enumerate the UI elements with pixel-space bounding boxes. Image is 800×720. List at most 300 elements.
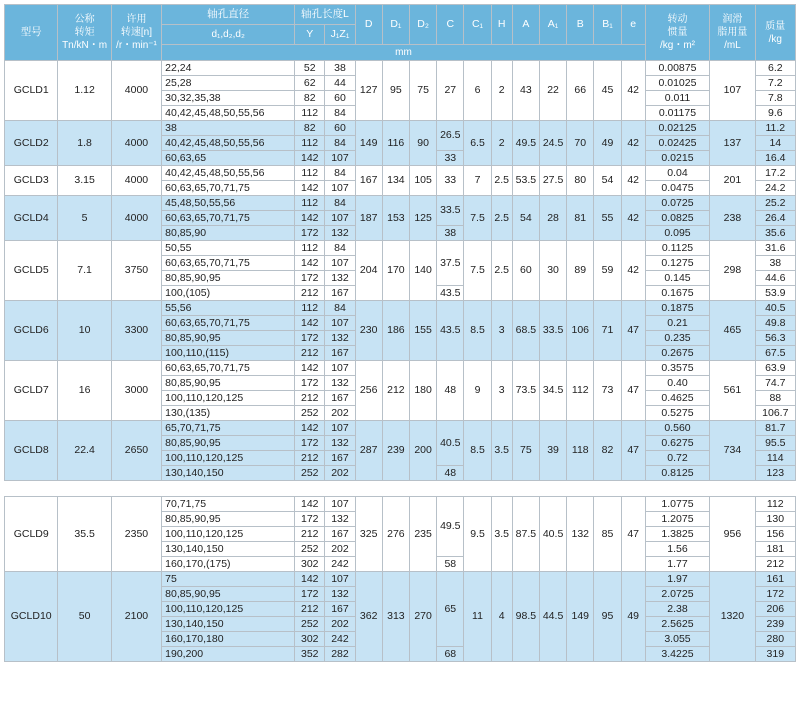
col-B: B [567,5,594,45]
table-row [5,421,796,436]
cell-J1Z1: 242 [325,557,355,572]
cell-inertia: 0.02425 [645,136,709,151]
cell-C1: 9.5 [464,497,491,572]
cell-mass: 16.4 [755,151,795,166]
cell-D1: 186 [382,301,409,361]
cell-speed: 3000 [111,361,161,421]
cell-inertia: 1.3825 [645,527,709,542]
col-C: C [437,5,464,45]
cell-bore-dia: 50,55 [162,241,295,256]
cell-H: 2.5 [491,166,512,196]
cell-C: 33.5 [437,196,464,226]
cell-mass: 6.2 [755,61,795,76]
cell-mass: 130 [755,512,795,527]
cell-mass: 63.9 [755,361,795,376]
cell-inertia: 0.01175 [645,106,709,121]
cell-D1: 313 [382,572,409,662]
col-mass-l2: /kg [768,33,782,45]
cell-bore-dia: 60,63,65,70,71,75 [162,256,295,271]
col-A1: A₁ [539,5,566,45]
cell-C: 48 [437,361,464,421]
cell-J1Z1: 107 [325,211,355,226]
cell-torque: 50 [58,572,111,662]
col-D2: D₂ [410,5,437,45]
cell-inertia: 0.72 [645,451,709,466]
cell-grease: 298 [710,241,755,301]
cell-A1: 39 [539,421,566,481]
cell-D2: 155 [410,301,437,361]
cell-J1Z1: 84 [325,106,355,121]
cell-bore-dia: 80,85,90,95 [162,436,295,451]
cell-mass: 35.6 [755,226,795,241]
cell-J1Z1: 84 [325,196,355,211]
cell-mass: 239 [755,617,795,632]
cell-inertia: 0.01025 [645,76,709,91]
cell-H: 2.5 [491,196,512,241]
col-torque [58,5,111,61]
cell-inertia: 0.40 [645,376,709,391]
cell-J1Z1: 132 [325,226,355,241]
cell-speed: 2350 [111,497,161,572]
cell-grease: 137 [710,121,755,166]
cell-bore-dia: 130,140,150 [162,542,295,557]
cell-mass: 74.7 [755,376,795,391]
cell-C1: 6 [464,61,491,121]
cell-inertia: 0.1275 [645,256,709,271]
cell-C1: 8.5 [464,421,491,481]
cell-J1Z1: 167 [325,602,355,617]
cell-inertia: 0.1875 [645,301,709,316]
cell-D2: 90 [410,121,437,166]
cell-Y: 142 [295,316,325,331]
cell-mass: 56.3 [755,331,795,346]
cell-bore-dia: 25,28 [162,76,295,91]
cell-D1: 134 [382,166,409,196]
cell-Y: 212 [295,391,325,406]
table-row [5,301,796,316]
col-hole-length: 轴孔长度L [295,5,355,25]
cell-A: 43 [512,61,539,121]
cell-B: 66 [567,61,594,121]
cell-mass: 7.8 [755,91,795,106]
cell-grease: 465 [710,301,755,361]
col-Y: Y [295,25,325,45]
cell-Y: 82 [295,121,325,136]
cell-model: GCLD6 [5,301,58,361]
cell-e: 42 [621,61,645,121]
cell-inertia: 3.055 [645,632,709,647]
col-speed-l1: 许用 [126,14,147,25]
cell-B: 118 [567,421,594,481]
cell-bore-dia: 45,48,50,55,56 [162,196,295,211]
cell-C: 26.5 [437,121,464,151]
cell-bore-dia: 40,42,45,48,50,55,56 [162,136,295,151]
cell-model: GCLD5 [5,241,58,301]
cell-D1: 116 [382,121,409,166]
cell-B1: 71 [594,301,621,361]
cell-e: 42 [621,166,645,196]
cell-C: 33 [437,151,464,166]
cell-C: 40.5 [437,421,464,466]
cell-speed: 2100 [111,572,161,662]
cell-inertia: 1.56 [645,542,709,557]
col-bore-diameter: 轴孔直径 [162,5,295,25]
cell-A1: 30 [539,241,566,301]
cell-inertia: 0.04 [645,166,709,181]
cell-grease: 238 [710,196,755,241]
cell-H: 3 [491,301,512,361]
cell-mass: 44.6 [755,271,795,286]
cell-A: 87.5 [512,497,539,572]
cell-torque: 10 [58,301,111,361]
col-speed [111,5,161,61]
cell-bore-dia: 30,32,35,38 [162,91,295,106]
cell-bore-dia: 80,85,90,95 [162,376,295,391]
cell-bore-dia: 40,42,45,48,50,55,56 [162,166,295,181]
cell-bore-dia: 80,85,90,95 [162,271,295,286]
cell-inertia: 0.4625 [645,391,709,406]
cell-mass: 114 [755,451,795,466]
cell-Y: 52 [295,61,325,76]
cell-Y: 142 [295,151,325,166]
cell-C: 43.5 [437,286,464,301]
col-speed-l3: /r・min⁻¹ [116,40,157,51]
cell-model: GCLD4 [5,196,58,241]
cell-C: 37.5 [437,241,464,286]
cell-B1: 45 [594,61,621,121]
cell-mass: 38 [755,256,795,271]
cell-J1Z1: 44 [325,76,355,91]
cell-Y: 172 [295,271,325,286]
cell-D1: 212 [382,361,409,421]
cell-C1: 6.5 [464,121,491,166]
cell-model: GCLD8 [5,421,58,481]
cell-mass: 17.2 [755,166,795,181]
cell-inertia: 0.2675 [645,346,709,361]
cell-H: 3 [491,361,512,421]
col-inertia [645,5,709,61]
cell-Y: 212 [295,602,325,617]
cell-J1Z1: 38 [325,61,355,76]
cell-J1Z1: 84 [325,136,355,151]
cell-Y: 62 [295,76,325,91]
col-e: e [621,5,645,45]
cell-inertia: 2.38 [645,602,709,617]
coupling-spec-table-wrapper [4,4,796,662]
cell-e: 47 [621,497,645,572]
table-body [5,61,796,662]
cell-J1Z1: 202 [325,466,355,481]
cell-J1Z1: 167 [325,346,355,361]
cell-inertia: 0.1675 [645,286,709,301]
cell-A1: 44.5 [539,572,566,662]
cell-bore-dia: 80,85,90,95 [162,587,295,602]
cell-inertia: 1.0775 [645,497,709,512]
cell-bore-dia: 100,110,120,125 [162,391,295,406]
cell-C: 27 [437,61,464,121]
cell-bore-dia: 130,140,150 [162,466,295,481]
cell-J1Z1: 132 [325,512,355,527]
cell-speed: 4000 [111,61,161,121]
cell-Y: 142 [295,211,325,226]
cell-mass: 40.5 [755,301,795,316]
cell-J1Z1: 242 [325,632,355,647]
cell-mass: 112 [755,497,795,512]
cell-Y: 172 [295,512,325,527]
cell-inertia: 2.0725 [645,587,709,602]
cell-A1: 34.5 [539,361,566,421]
cell-A: 54 [512,196,539,241]
cell-J1Z1: 84 [325,301,355,316]
cell-C1: 9 [464,361,491,421]
cell-inertia: 0.560 [645,421,709,436]
cell-B: 149 [567,572,594,662]
cell-D: 149 [355,121,382,166]
cell-speed: 2650 [111,421,161,481]
cell-mass: 88 [755,391,795,406]
section-gap-cell [5,481,796,497]
cell-torque: 7.1 [58,241,111,301]
col-mm-unit: mm [162,45,646,61]
cell-C: 65 [437,572,464,647]
table-row [5,121,796,136]
cell-B: 89 [567,241,594,301]
cell-J1Z1: 84 [325,241,355,256]
cell-J1Z1: 167 [325,391,355,406]
cell-model: GCLD2 [5,121,58,166]
cell-bore-dia: 75 [162,572,295,587]
cell-Y: 112 [295,136,325,151]
cell-B: 81 [567,196,594,241]
cell-C: 68 [437,647,464,662]
cell-e: 42 [621,241,645,301]
col-grease [710,5,755,61]
cell-bore-dia: 190,200 [162,647,295,662]
cell-inertia: 0.21 [645,316,709,331]
cell-model: GCLD10 [5,572,58,662]
cell-H: 3.5 [491,421,512,481]
cell-bore-dia: 130,140,150 [162,617,295,632]
cell-D: 325 [355,497,382,572]
cell-mass: 81.7 [755,421,795,436]
cell-D2: 235 [410,497,437,572]
cell-C: 48 [437,466,464,481]
cell-D1: 239 [382,421,409,481]
cell-bore-dia: 60,63,65,70,71,75 [162,361,295,376]
cell-J1Z1: 60 [325,121,355,136]
cell-C1: 7 [464,166,491,196]
cell-inertia: 0.0475 [645,181,709,196]
cell-B1: 73 [594,361,621,421]
cell-H: 2 [491,61,512,121]
cell-speed: 4000 [111,166,161,196]
cell-J1Z1: 167 [325,451,355,466]
cell-D: 167 [355,166,382,196]
cell-A1: 28 [539,196,566,241]
table-header [5,5,796,61]
cell-J1Z1: 60 [325,91,355,106]
cell-torque: 1.8 [58,121,111,166]
cell-inertia: 0.0215 [645,151,709,166]
cell-inertia: 0.011 [645,91,709,106]
cell-mass: 106.7 [755,406,795,421]
cell-C: 43.5 [437,301,464,361]
cell-inertia: 0.145 [645,271,709,286]
cell-bore-dia: 22,24 [162,61,295,76]
cell-J1Z1: 107 [325,151,355,166]
table-row [5,196,796,211]
cell-J1Z1: 107 [325,572,355,587]
cell-bore-dia: 65,70,71,75 [162,421,295,436]
cell-grease: 201 [710,166,755,196]
table-row [5,497,796,512]
col-grease-l2: 脂用量 [717,27,748,38]
cell-D1: 95 [382,61,409,121]
cell-inertia: 0.3575 [645,361,709,376]
cell-D2: 140 [410,241,437,301]
cell-J1Z1: 107 [325,316,355,331]
cell-J1Z1: 132 [325,271,355,286]
cell-inertia: 0.1125 [645,241,709,256]
cell-inertia: 0.6275 [645,436,709,451]
cell-J1Z1: 107 [325,497,355,512]
cell-mass: 9.6 [755,106,795,121]
cell-C: 33 [437,166,464,196]
cell-B: 80 [567,166,594,196]
cell-bore-dia: 160,170,(175) [162,557,295,572]
cell-Y: 252 [295,466,325,481]
cell-Y: 212 [295,451,325,466]
cell-B1: 54 [594,166,621,196]
cell-mass: 181 [755,542,795,557]
cell-Y: 142 [295,256,325,271]
cell-Y: 172 [295,331,325,346]
cell-bore-dia: 100,110,(115) [162,346,295,361]
cell-inertia: 0.0725 [645,196,709,211]
cell-e: 42 [621,196,645,241]
cell-B: 70 [567,121,594,166]
cell-mass: 280 [755,632,795,647]
cell-bore-dia: 100,(105) [162,286,295,301]
cell-Y: 172 [295,587,325,602]
cell-J1Z1: 132 [325,376,355,391]
cell-H: 2.5 [491,241,512,301]
col-mass [755,5,795,61]
cell-J1Z1: 107 [325,181,355,196]
col-H: H [491,5,512,45]
cell-mass: 26.4 [755,211,795,226]
cell-grease: 956 [710,497,755,572]
cell-B1: 85 [594,497,621,572]
cell-mass: 123 [755,466,795,481]
cell-D2: 180 [410,361,437,421]
col-model: 型号 [5,5,58,61]
cell-A: 49.5 [512,121,539,166]
cell-A: 68.5 [512,301,539,361]
cell-D2: 75 [410,61,437,121]
col-bore-sub: d₁,d₂,d₂ [162,25,295,45]
cell-mass: 25.2 [755,196,795,211]
cell-mass: 172 [755,587,795,602]
cell-D2: 125 [410,196,437,241]
cell-e: 47 [621,421,645,481]
cell-mass: 31.6 [755,241,795,256]
cell-D: 187 [355,196,382,241]
cell-mass: 11.2 [755,121,795,136]
cell-J1Z1: 132 [325,587,355,602]
cell-A: 60 [512,241,539,301]
cell-A: 73.5 [512,361,539,421]
cell-B1: 49 [594,121,621,166]
cell-bore-dia: 100,110,120,125 [162,451,295,466]
cell-J1Z1: 167 [325,527,355,542]
col-D: D [355,5,382,45]
cell-bore-dia: 80,85,90 [162,226,295,241]
section-gap [5,481,796,497]
cell-Y: 352 [295,647,325,662]
table-row [5,166,796,181]
cell-A1: 24.5 [539,121,566,166]
cell-mass: 161 [755,572,795,587]
cell-J1Z1: 202 [325,617,355,632]
cell-bore-dia: 70,71,75 [162,497,295,512]
col-speed-l2: 转速[n] [120,27,153,38]
cell-mass: 319 [755,647,795,662]
cell-mass: 49.8 [755,316,795,331]
cell-H: 3.5 [491,497,512,572]
cell-Y: 212 [295,286,325,301]
col-torque-l1: 公称 [74,14,95,25]
cell-H: 4 [491,572,512,662]
cell-model: GCLD7 [5,361,58,421]
cell-D1: 276 [382,497,409,572]
cell-e: 42 [621,121,645,166]
cell-Y: 112 [295,196,325,211]
cell-mass: 14 [755,136,795,151]
cell-inertia: 2.5625 [645,617,709,632]
cell-Y: 252 [295,617,325,632]
cell-Y: 302 [295,557,325,572]
table-row [5,361,796,376]
cell-torque: 22.4 [58,421,111,481]
cell-D: 287 [355,421,382,481]
cell-Y: 112 [295,241,325,256]
cell-Y: 142 [295,181,325,196]
cell-e: 47 [621,361,645,421]
cell-Y: 302 [295,632,325,647]
cell-grease: 107 [710,61,755,121]
cell-grease: 1320 [710,572,755,662]
cell-D: 362 [355,572,382,662]
cell-J1Z1: 84 [325,166,355,181]
cell-Y: 142 [295,421,325,436]
col-mass-l1: 质量 [765,20,786,32]
cell-inertia: 0.02125 [645,121,709,136]
cell-mass: 67.5 [755,346,795,361]
cell-Y: 112 [295,166,325,181]
cell-J1Z1: 132 [325,331,355,346]
cell-bore-dia: 60,63,65,70,71,75 [162,181,295,196]
cell-model: GCLD3 [5,166,58,196]
cell-B1: 82 [594,421,621,481]
cell-bore-dia: 80,85,90,95 [162,331,295,346]
cell-A: 75 [512,421,539,481]
col-B1: B₁ [594,5,621,45]
cell-mass: 212 [755,557,795,572]
cell-C: 49.5 [437,497,464,557]
cell-bore-dia: 130,(135) [162,406,295,421]
cell-bore-dia: 80,85,90,95 [162,512,295,527]
